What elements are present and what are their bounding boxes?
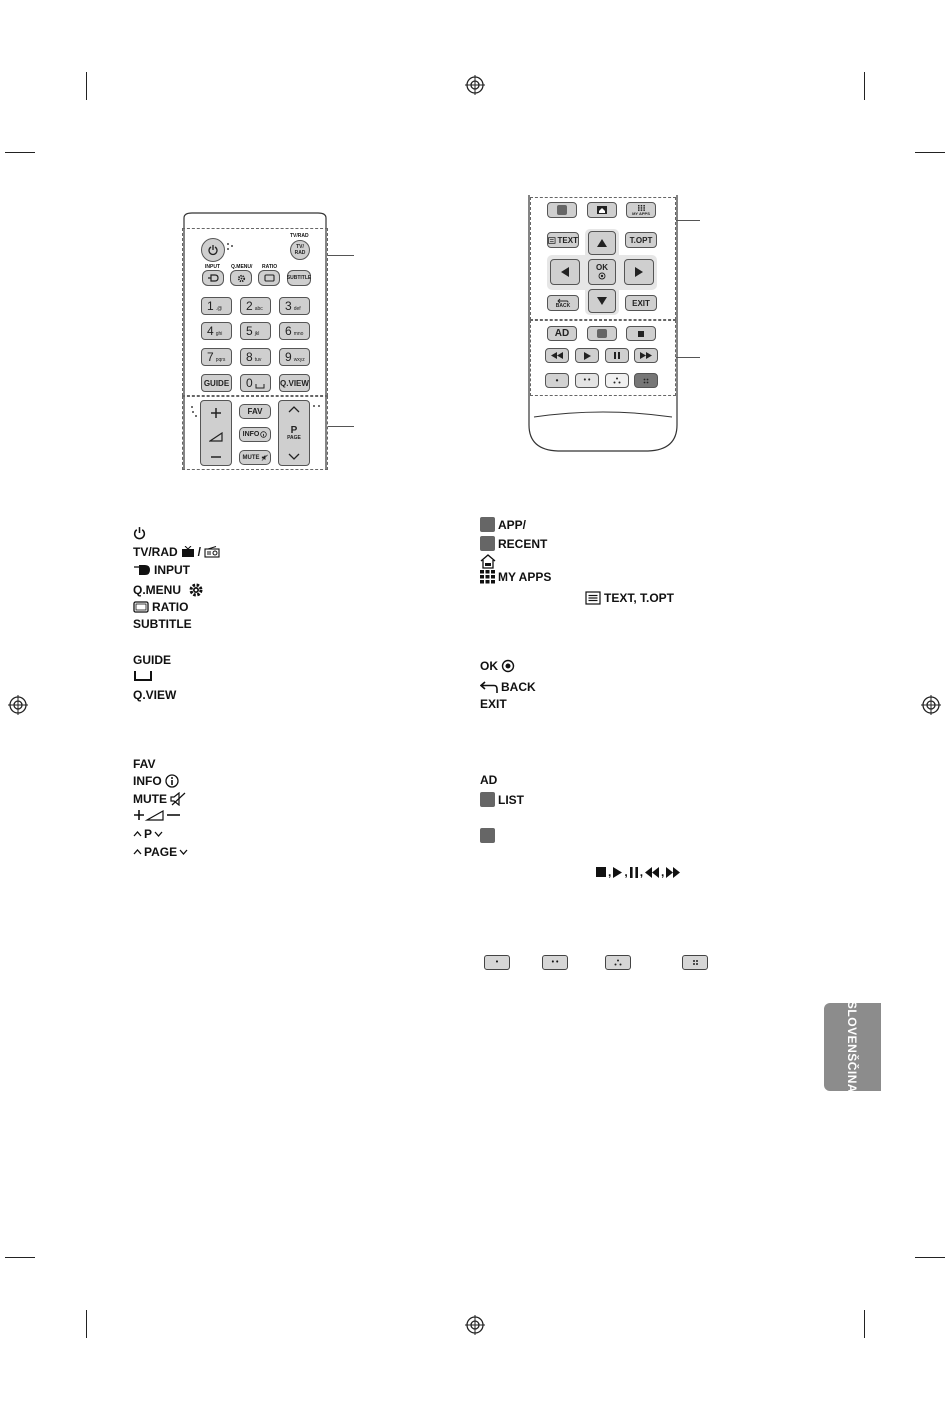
rewind-button[interactable] bbox=[545, 348, 569, 363]
number-letters: .@ bbox=[215, 305, 223, 312]
ok-wheel-icon bbox=[501, 659, 515, 673]
rewind-icon bbox=[645, 867, 659, 878]
input-button[interactable] bbox=[202, 270, 224, 286]
number-letters: pqrs bbox=[215, 356, 226, 363]
number-button-7[interactable] bbox=[201, 348, 232, 366]
legend-info bbox=[133, 774, 179, 788]
tv-icon bbox=[181, 546, 195, 558]
number-digit: 3 bbox=[285, 299, 292, 313]
led-dot bbox=[227, 243, 229, 245]
led-dot bbox=[227, 248, 229, 250]
input-plug-icon bbox=[207, 274, 219, 282]
info-icon bbox=[260, 431, 267, 438]
color-button-3[interactable] bbox=[605, 373, 629, 388]
arrow-up-icon bbox=[596, 238, 608, 248]
led-dot bbox=[192, 411, 194, 413]
teletext-icon bbox=[548, 237, 556, 244]
volume-rocker[interactable] bbox=[200, 400, 232, 466]
subtitle-button[interactable]: SUBTITLE bbox=[287, 270, 311, 286]
legend-subtitle bbox=[133, 617, 192, 631]
crop-mark bbox=[915, 1257, 945, 1258]
led-dot bbox=[313, 405, 315, 407]
legend-media-controls bbox=[596, 865, 680, 879]
legend-ok bbox=[480, 659, 515, 673]
volume-wedge-icon bbox=[209, 432, 223, 442]
number-digit: 8 bbox=[246, 350, 253, 364]
recent-square-icon bbox=[480, 536, 495, 551]
number-letters: abc bbox=[254, 305, 263, 312]
ok-wheel-icon bbox=[598, 272, 606, 280]
legend-info-text: INFO bbox=[133, 774, 162, 788]
comma: , bbox=[624, 865, 628, 879]
legend-p-text: P bbox=[144, 827, 153, 841]
legend-input bbox=[133, 563, 190, 577]
teletext-icon bbox=[585, 591, 601, 605]
stop-button[interactable] bbox=[626, 326, 656, 341]
ratio-button[interactable] bbox=[258, 270, 280, 286]
led-dot bbox=[318, 405, 320, 407]
legend-tvrad bbox=[133, 545, 220, 559]
ok-label: OK bbox=[596, 263, 608, 272]
info-text: INFO bbox=[242, 431, 260, 438]
radio-icon bbox=[204, 546, 220, 558]
power-button[interactable] bbox=[201, 238, 225, 262]
app-square-icon bbox=[480, 517, 495, 532]
space-icon bbox=[255, 383, 265, 389]
chevron-down-icon bbox=[154, 831, 163, 837]
square-icon bbox=[480, 828, 495, 843]
fast-forward-icon bbox=[666, 867, 680, 878]
led-dot bbox=[195, 415, 197, 417]
page-label: PAGE bbox=[287, 434, 301, 441]
stop-icon bbox=[638, 331, 644, 337]
legend-ok-text: OK bbox=[480, 659, 498, 673]
mute-speaker-icon bbox=[170, 792, 186, 806]
fast-forward-icon bbox=[640, 352, 652, 359]
tv-rad-button[interactable]: TV/ RAD bbox=[290, 240, 310, 260]
legend-back bbox=[480, 680, 536, 694]
number-letters: def bbox=[293, 305, 301, 312]
language-tab-label: SLOVENŠČINA bbox=[845, 1000, 860, 1094]
dpad-down-button[interactable] bbox=[588, 289, 616, 313]
legend-guide bbox=[133, 653, 171, 667]
legend-qview-text: Q.VIEW bbox=[133, 688, 177, 702]
legend-recent bbox=[480, 536, 547, 551]
myapps-button[interactable] bbox=[626, 202, 656, 218]
ad-button[interactable]: AD bbox=[547, 326, 577, 341]
list-button[interactable] bbox=[587, 326, 617, 341]
channel-page-rocker[interactable] bbox=[278, 400, 310, 466]
mute-button[interactable] bbox=[239, 450, 271, 465]
fav-button[interactable]: FAV bbox=[239, 404, 271, 419]
legend-text-topt-text: TEXT, T.OPT bbox=[604, 591, 675, 605]
chevron-down-icon bbox=[179, 849, 188, 855]
qview-button[interactable]: Q.VIEW bbox=[279, 374, 310, 392]
power-icon bbox=[207, 244, 219, 256]
channel-p-label: P bbox=[290, 424, 298, 436]
dot-3-icon bbox=[613, 377, 621, 384]
home-icon bbox=[596, 205, 608, 215]
stop-icon bbox=[596, 867, 606, 877]
registration-mark-icon bbox=[465, 1315, 485, 1335]
number-button-3[interactable] bbox=[279, 297, 310, 315]
zero-button[interactable] bbox=[240, 374, 271, 392]
pause-button[interactable] bbox=[605, 348, 629, 363]
legend-text-topt bbox=[585, 591, 674, 605]
number-digit: 9 bbox=[285, 350, 292, 364]
list-square-icon bbox=[480, 792, 495, 807]
callout-leader-line bbox=[328, 426, 354, 427]
legend-exit-text: EXIT bbox=[480, 697, 507, 711]
legend-back-text: BACK bbox=[501, 680, 536, 694]
minus-icon bbox=[210, 455, 222, 459]
gear-icon bbox=[188, 582, 204, 598]
color-button-1[interactable] bbox=[545, 373, 569, 388]
callout-leader-line bbox=[328, 255, 354, 256]
legend-guide-text: GUIDE bbox=[133, 653, 172, 667]
play-button[interactable] bbox=[575, 348, 599, 363]
legend-qmenu bbox=[133, 582, 204, 598]
registration-mark-icon bbox=[921, 695, 941, 715]
legend-page bbox=[133, 845, 188, 859]
legend-slash: / bbox=[197, 545, 202, 559]
legend-myapps-text: MY APPS bbox=[498, 570, 552, 584]
crop-mark bbox=[86, 72, 87, 100]
crop-mark bbox=[864, 72, 865, 100]
home-icon bbox=[480, 554, 496, 569]
crop-mark bbox=[5, 1257, 35, 1258]
legend-recent-text: RECENT bbox=[498, 536, 548, 551]
grid-icon bbox=[480, 570, 495, 584]
legend-ad bbox=[480, 773, 497, 787]
legend-home bbox=[480, 554, 496, 569]
color-button-2[interactable] bbox=[575, 373, 599, 388]
language-side-tab bbox=[824, 1000, 881, 1094]
led-dot bbox=[191, 406, 193, 408]
number-digit: 6 bbox=[285, 324, 292, 338]
legend-list bbox=[480, 792, 524, 807]
dot-4-icon bbox=[643, 378, 649, 384]
ratio-icon bbox=[133, 601, 149, 613]
info-button[interactable] bbox=[239, 427, 271, 442]
pill-dot-2-icon: • • bbox=[542, 955, 568, 970]
dpad-left-button[interactable] bbox=[550, 259, 580, 285]
legend-color-buttons bbox=[484, 955, 708, 970]
guide-button[interactable]: GUIDE bbox=[201, 374, 232, 392]
legend-ad-text: AD bbox=[480, 773, 498, 787]
exit-button[interactable]: EXIT bbox=[625, 295, 657, 311]
ok-button[interactable] bbox=[588, 259, 616, 285]
number-digit: 7 bbox=[207, 350, 214, 364]
number-digit: 1 bbox=[207, 299, 214, 313]
legend-fav bbox=[133, 757, 155, 771]
rewind-icon bbox=[551, 352, 563, 359]
legend-page-text: PAGE bbox=[144, 845, 178, 859]
tvrad-top-label: TV/RAD bbox=[290, 233, 309, 239]
legend-ratio-text: RATIO bbox=[152, 600, 189, 614]
legend-input-text: INPUT bbox=[154, 563, 190, 577]
legend-list-text: LIST bbox=[498, 792, 524, 807]
pill-dot-1-icon: • bbox=[484, 955, 510, 970]
number-button-2[interactable] bbox=[240, 297, 271, 315]
number-letters: jkl bbox=[254, 330, 260, 337]
crop-mark bbox=[915, 152, 945, 153]
input-label: INPUT bbox=[205, 264, 220, 270]
dpad-right-button[interactable] bbox=[624, 259, 654, 285]
legend-subtitle-text: SUBTITLE bbox=[133, 617, 192, 631]
legend-mute bbox=[133, 792, 186, 806]
input-plug-icon bbox=[133, 564, 151, 576]
chevron-up-icon bbox=[288, 406, 300, 413]
chevron-up-icon bbox=[133, 831, 142, 837]
number-digit: 5 bbox=[246, 324, 253, 338]
color-button-4[interactable] bbox=[634, 373, 658, 388]
legend-qmenu-text: Q.MENU bbox=[133, 583, 181, 597]
back-button[interactable] bbox=[547, 295, 579, 311]
comma: , bbox=[661, 865, 665, 879]
legend-mute-text: MUTE bbox=[133, 792, 167, 806]
dot-2-icon: • • bbox=[583, 377, 591, 384]
space-icon bbox=[133, 670, 153, 682]
number-letters: tuv bbox=[254, 356, 262, 363]
callout-leader-line bbox=[676, 357, 700, 358]
number-digit: 2 bbox=[246, 299, 253, 313]
topt-button[interactable]: T.OPT bbox=[625, 232, 657, 248]
chevron-down-icon bbox=[288, 453, 300, 460]
legend-space bbox=[133, 670, 153, 682]
text-button[interactable] bbox=[547, 232, 579, 248]
pause-icon bbox=[630, 867, 638, 878]
fast-forward-button[interactable] bbox=[634, 348, 658, 363]
dpad-up-button[interactable] bbox=[588, 231, 616, 255]
list-square-icon bbox=[597, 329, 607, 338]
number-letters: wxyz bbox=[293, 356, 305, 363]
legend-myapps bbox=[480, 570, 551, 584]
app-button[interactable] bbox=[547, 202, 577, 218]
play-icon bbox=[613, 867, 622, 878]
number-button-6[interactable] bbox=[279, 322, 310, 340]
ratio-icon bbox=[264, 274, 275, 282]
number-letters: mno bbox=[293, 330, 304, 337]
myapps-text: MY APPS bbox=[632, 211, 650, 216]
legend-ratio bbox=[133, 600, 188, 614]
comma: , bbox=[608, 865, 612, 879]
mute-speaker-icon bbox=[261, 454, 268, 461]
back-text: BACK bbox=[555, 302, 571, 309]
legend-app-text: APP/ bbox=[498, 517, 527, 532]
legend-fav-text: FAV bbox=[133, 757, 156, 771]
legend-power bbox=[133, 526, 146, 540]
number-button-9[interactable] bbox=[279, 348, 310, 366]
number-button-5[interactable] bbox=[240, 322, 271, 340]
pause-icon bbox=[614, 352, 620, 359]
arrow-down-icon bbox=[596, 296, 608, 306]
number-letters: ghi bbox=[215, 330, 223, 337]
arrow-left-icon bbox=[560, 266, 570, 278]
arrow-right-icon bbox=[634, 266, 644, 278]
crop-mark bbox=[5, 152, 35, 153]
chevron-up-icon bbox=[133, 849, 142, 855]
home-button[interactable] bbox=[587, 202, 617, 218]
pill-dot-3-icon bbox=[605, 955, 631, 970]
text-label: TEXT bbox=[557, 235, 578, 245]
ratio-label: RATIO bbox=[262, 264, 278, 270]
plus-icon bbox=[210, 407, 222, 419]
volume-plus-minus-icon bbox=[133, 809, 181, 821]
registration-mark-icon bbox=[465, 75, 485, 95]
legend-exit bbox=[480, 697, 507, 711]
number-digit: 4 bbox=[207, 324, 214, 338]
qmenu-button[interactable] bbox=[230, 270, 252, 286]
app-square-icon bbox=[557, 205, 567, 215]
number-button-1[interactable] bbox=[201, 297, 232, 315]
crop-mark bbox=[86, 1310, 87, 1338]
registration-mark-icon bbox=[8, 695, 28, 715]
play-icon bbox=[584, 352, 591, 360]
dot-1-icon: • bbox=[555, 375, 559, 385]
legend-app bbox=[480, 517, 526, 532]
legend-qview bbox=[133, 688, 176, 702]
comma: , bbox=[639, 865, 644, 879]
pill-dot-4-icon bbox=[682, 955, 708, 970]
crop-mark bbox=[864, 1310, 865, 1338]
legend-square bbox=[480, 828, 495, 843]
number-button-8[interactable] bbox=[240, 348, 271, 366]
power-icon bbox=[133, 526, 146, 540]
legend-volume bbox=[133, 809, 181, 821]
gear-icon bbox=[237, 274, 246, 283]
legend-channel bbox=[133, 827, 163, 841]
info-icon bbox=[165, 774, 179, 788]
zero-digit: 0 bbox=[246, 376, 253, 390]
mute-text: MUTE bbox=[242, 454, 260, 461]
led-dot bbox=[231, 245, 233, 247]
back-arrow-icon bbox=[480, 681, 498, 694]
callout-leader-line bbox=[676, 220, 700, 221]
legend-tvrad-text: TV/RAD bbox=[133, 545, 178, 559]
number-button-4[interactable] bbox=[201, 322, 232, 340]
qmenu-label: Q.MENU/ bbox=[231, 264, 253, 270]
